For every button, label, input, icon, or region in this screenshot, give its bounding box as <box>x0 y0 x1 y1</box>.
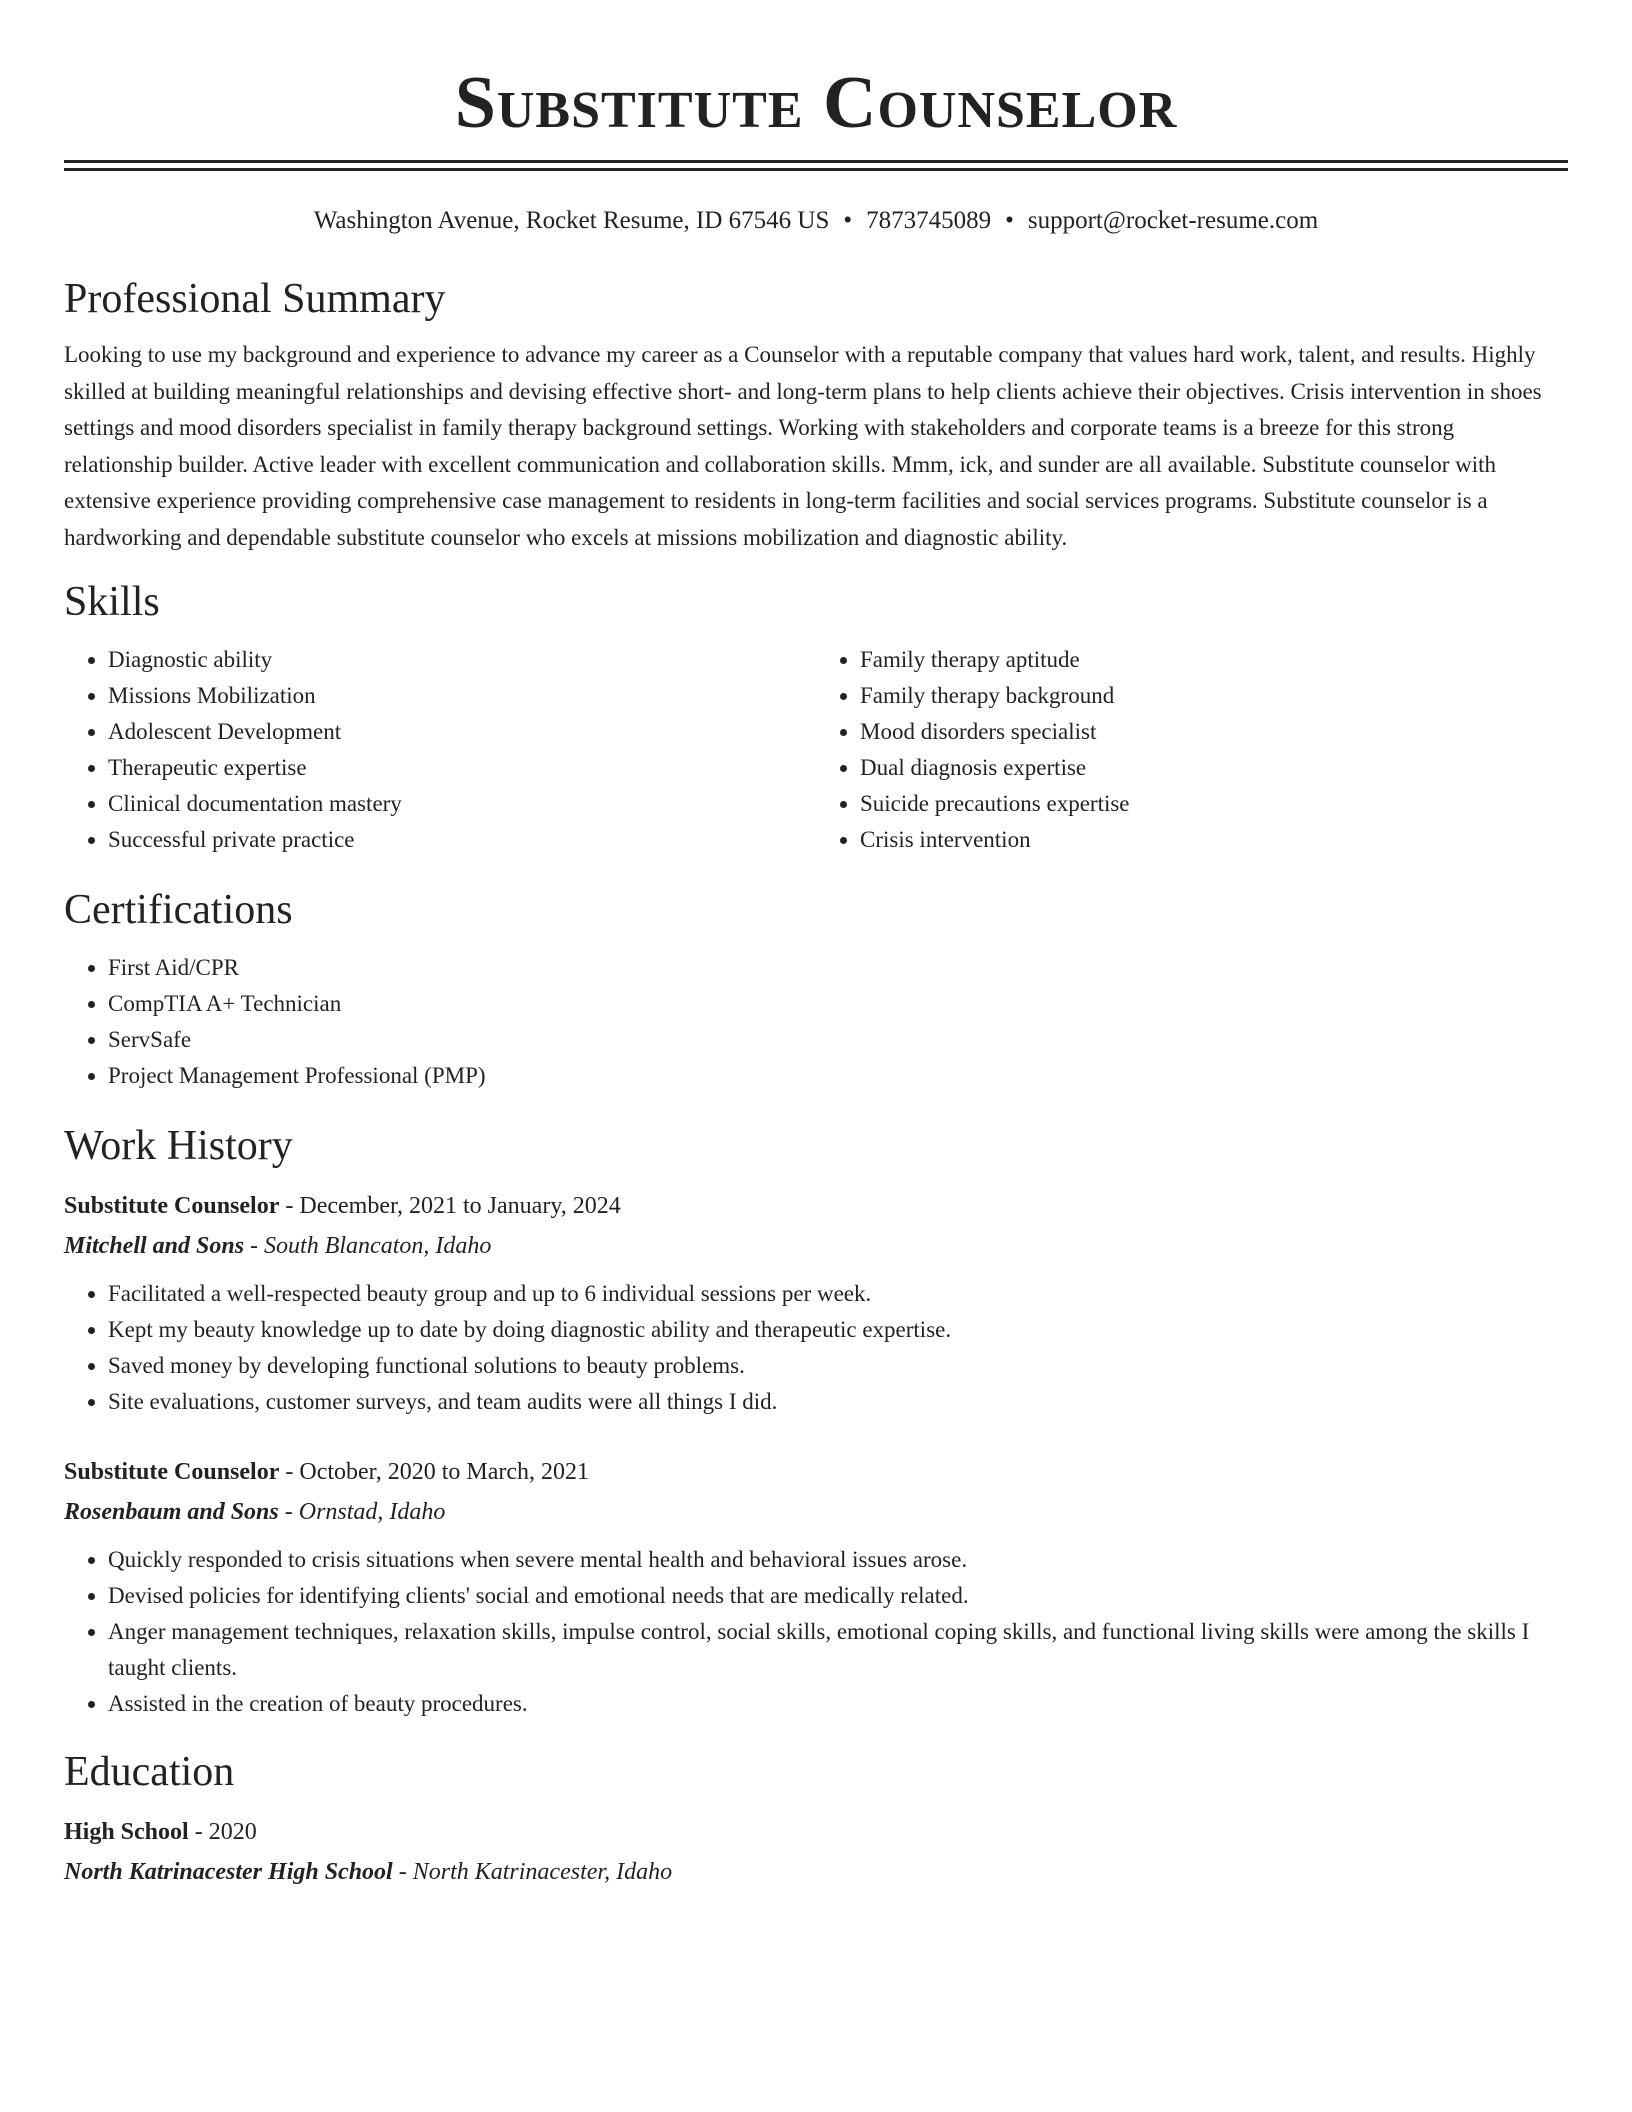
skill-item: • Family therapy aptitude <box>860 642 1568 678</box>
skill-item: • Mood disorders specialist <box>860 714 1568 750</box>
resume-name: Substitute Counselor <box>454 62 1178 144</box>
skill-item: • Dual diagnosis expertise <box>860 750 1568 786</box>
skills-section <box>64 576 1568 858</box>
certification-item: • First Aid/CPR <box>108 950 1568 986</box>
contact-separator: • <box>1005 207 1014 234</box>
summary-text: Looking to use my background and experience to advance my career as a Counselor with a reputable company that values hard work, talent, and results. Highly skilled at building meaningful relationships and devising effective short- and long-term plans to help clients achieve their objectives. Crisis intervention in shoes settings and mood disorders specialist in family therapy background settings. Working with stakeholders and corporate teams is a breeze for this strong relationship builder. Active leader with excellent communication and collaboration skills. Mmm, ick, and sunder are all available. Substitute counselor with extensive experience providing comprehensive case management to residents in long-term facilities and social services programs. Substitute counselor is a hardworking and dependable substitute counselor who excels at missions mobilization and diagnostic ability. <box>64 342 1542 550</box>
education-degree-line <box>64 1812 1568 1852</box>
skill-item: • Clinical documentation mastery <box>108 786 816 822</box>
job-company: Rosenbaum and Sons <box>64 1499 279 1525</box>
education-school: North Katrinacester High School <box>64 1859 393 1885</box>
certification-item: • CompTIA A+ Technician <box>108 986 1568 1022</box>
skills-columns <box>64 642 1568 858</box>
skills-list-left <box>64 642 816 858</box>
certification-item: • ServSafe <box>108 1022 1568 1058</box>
certifications-list <box>64 950 1568 1094</box>
contact-address: Washington Avenue, Rocket Resume, ID 67546 US <box>313 207 830 234</box>
job-title: Substitute Counselor <box>64 1459 280 1485</box>
education-school-line <box>64 1852 1568 1892</box>
job-bullet: • Devised policies for identifying clients' social and emotional needs that are medically related. <box>108 1578 1568 1614</box>
job-bullet: • Saved money by developing functional solutions to beauty problems. <box>108 1348 1568 1384</box>
job-bullet: • Quickly responded to crisis situations when severe mental health and behavioral issues arose. <box>108 1542 1568 1578</box>
contact-phone: 7873745089 <box>866 207 992 234</box>
education-heading: Education <box>64 1749 235 1795</box>
summary-heading: Professional Summary <box>64 276 446 322</box>
job-dates: - October, 2020 to March, 2021 <box>279 1459 590 1485</box>
contact-separator: • <box>843 207 853 234</box>
job-bullets <box>64 1276 1568 1420</box>
skill-item: • Successful private practice <box>108 822 816 858</box>
contact-email: support@rocket-resume.com <box>1027 207 1319 234</box>
job-entry <box>64 1452 1568 1722</box>
skill-item: • Crisis intervention <box>860 822 1568 858</box>
job-entry <box>64 1186 1568 1420</box>
job-bullet: • Site evaluations, customer surveys, and team audits were all things I did. <box>108 1384 1568 1420</box>
skill-item: • Adolescent Development <box>108 714 816 750</box>
header-rule-top <box>64 160 1568 163</box>
education-degree: High School <box>64 1819 189 1845</box>
job-bullets <box>64 1542 1568 1722</box>
job-company-line <box>64 1226 1568 1266</box>
job-title: Substitute Counselor <box>64 1193 280 1219</box>
job-company-line <box>64 1492 1568 1532</box>
education-year: - 2020 <box>188 1819 257 1845</box>
certifications-heading: Certifications <box>64 887 293 933</box>
job-location: - Ornstad, Idaho <box>278 1499 446 1525</box>
job-bullet: • Kept my beauty knowledge up to date by doing diagnostic ability and therapeutic expertise. <box>108 1312 1568 1348</box>
skills-list-right <box>816 642 1568 858</box>
skill-item: • Suicide precautions expertise <box>860 786 1568 822</box>
job-location: - South Blancaton, Idaho <box>244 1233 492 1259</box>
job-company: Mitchell and Sons <box>64 1233 245 1259</box>
certification-item: • Project Management Professional (PMP) <box>108 1058 1568 1094</box>
work-history-heading: Work History <box>64 1123 293 1169</box>
job-title-line <box>64 1452 1568 1492</box>
resume-page <box>64 0 1568 1892</box>
skill-item: • Therapeutic expertise <box>108 750 816 786</box>
education-section <box>64 1746 1568 1892</box>
job-title-line <box>64 1186 1568 1226</box>
skill-item: • Missions Mobilization <box>108 678 816 714</box>
skills-heading: Skills <box>64 579 160 625</box>
job-bullet: • Anger management techniques, relaxation skills, impulse control, social skills, emotional coping skills, and functional living skills were among the skills I taught clients. <box>108 1614 1568 1686</box>
job-bullet: • Assisted in the creation of beauty procedures. <box>108 1686 1568 1722</box>
skill-item: • Family therapy background <box>860 678 1568 714</box>
certifications-section <box>64 884 1568 1094</box>
contact-line <box>64 205 1568 237</box>
header-rule-bottom <box>64 168 1568 171</box>
job-bullet: • Facilitated a well-respected beauty group and up to 6 individual sessions per week. <box>108 1276 1568 1312</box>
skill-item: • Diagnostic ability <box>108 642 816 678</box>
work-history-section <box>64 1120 1568 1722</box>
summary-section <box>64 273 1568 556</box>
education-location: - North Katrinacester, Idaho <box>392 1859 673 1885</box>
job-dates: - December, 2021 to January, 2024 <box>279 1193 621 1219</box>
